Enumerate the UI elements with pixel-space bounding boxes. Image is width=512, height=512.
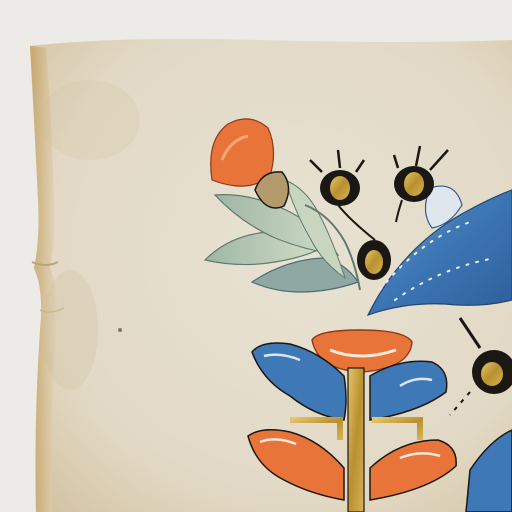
gold-stem <box>348 368 364 512</box>
bud-3 <box>357 240 391 280</box>
